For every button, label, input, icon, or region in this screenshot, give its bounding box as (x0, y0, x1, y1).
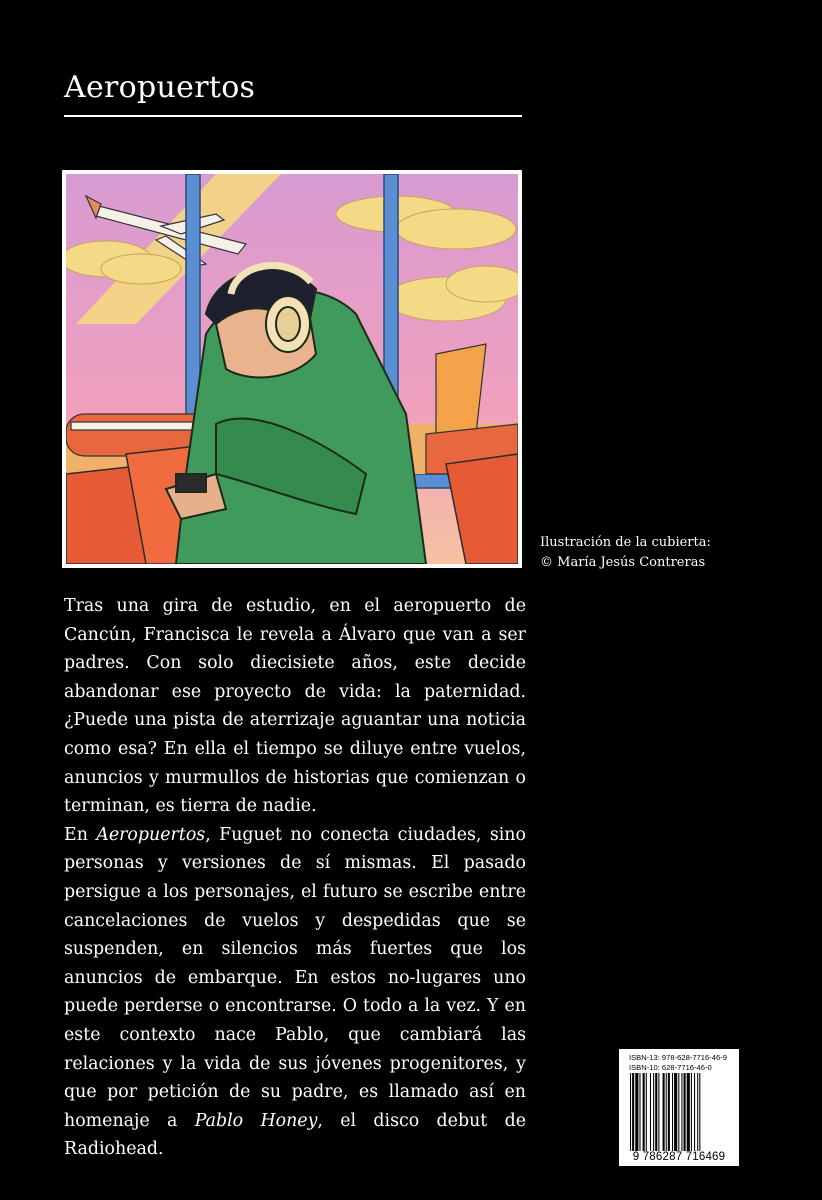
barcode-bar (668, 1073, 670, 1151)
barcode-bar (663, 1073, 665, 1151)
synopsis-paragraph-2 (64, 821, 526, 1164)
synopsis-text: , Fuguet no conecta ciudades, sino personas y versiones de sí mismas. El pasado persigue a los personajes, el futuro se escribe entre cancelaciones de vuelos y despedidas que se suspenden, en silencios más fuertes que los anuncios de embarque. En estos no-lugares uno puede perderse o encontrarse. O todo a la vez. Y en este contexto nace Pablo, que cambiará las relaciones y la vida de sus jóvenes progenitores, y que por petición de su padre, es llamado así en homenaje a (64, 824, 526, 1131)
barcode-bar (643, 1073, 645, 1151)
synopsis-paragraph-1: Tras una gira de estudio, en el aeropuerto de Cancún, Francisca le revela a Álvaro que van a ser padres. Con solo diecisiete años, este decide abandonar ese proyecto de vida: la paternidad. ¿Puede una pista de aterrizaje aguantar una noticia como esa? En ella el tiempo se diluye entre vuelos, anuncios y murmullos de historias que comienzan o terminan, es tierra de nadie. (64, 596, 526, 817)
isbn-10: ISBN-10: 628-7716-46-0 (629, 1063, 712, 1072)
barcode-bar (672, 1073, 673, 1151)
barcode-bar (655, 1073, 657, 1151)
isbn-13: ISBN-13: 978-628-7716-46-9 (629, 1053, 727, 1062)
album-title-italic: Pablo Honey (194, 1110, 318, 1131)
barcode-bar (674, 1073, 677, 1151)
barcode-digits: 9 786287 716469 (632, 1151, 726, 1163)
barcode-bar (694, 1073, 695, 1151)
barcode-bar (650, 1073, 651, 1151)
barcode-bar (666, 1073, 667, 1151)
credit-artist: © María Jesús Contreras (540, 555, 706, 570)
barcode-bar (658, 1073, 659, 1151)
barcode-bar (684, 1073, 686, 1151)
barcode-bar (632, 1073, 634, 1151)
isbn-barcode-box (619, 1049, 739, 1166)
illustration-credit (540, 533, 711, 573)
barcode-bar (691, 1073, 692, 1151)
barcode-bar (699, 1073, 700, 1151)
cover-illustration (62, 170, 522, 568)
synopsis-text: En (64, 824, 97, 845)
title-rule (64, 115, 522, 117)
barcode-bar (681, 1073, 682, 1151)
barcode-bar (653, 1073, 654, 1151)
synopsis-text: , el disco debut de Radiohead. (64, 1110, 526, 1160)
barcode-bar (630, 1073, 631, 1151)
book-title: Aeropuertos (64, 70, 256, 105)
synopsis (64, 592, 526, 1164)
credit-label: Ilustración de la cubierta: (540, 535, 711, 550)
book-title-italic: Aeropuertos (96, 824, 206, 845)
barcode-bar (687, 1073, 690, 1151)
barcode (630, 1073, 730, 1151)
barcode-bar (635, 1073, 638, 1151)
barcode-bar (639, 1073, 640, 1151)
barcode-bar (646, 1073, 647, 1151)
illustration-art (66, 174, 518, 564)
barcode-bar (678, 1073, 679, 1151)
barcode-bar (697, 1073, 698, 1151)
